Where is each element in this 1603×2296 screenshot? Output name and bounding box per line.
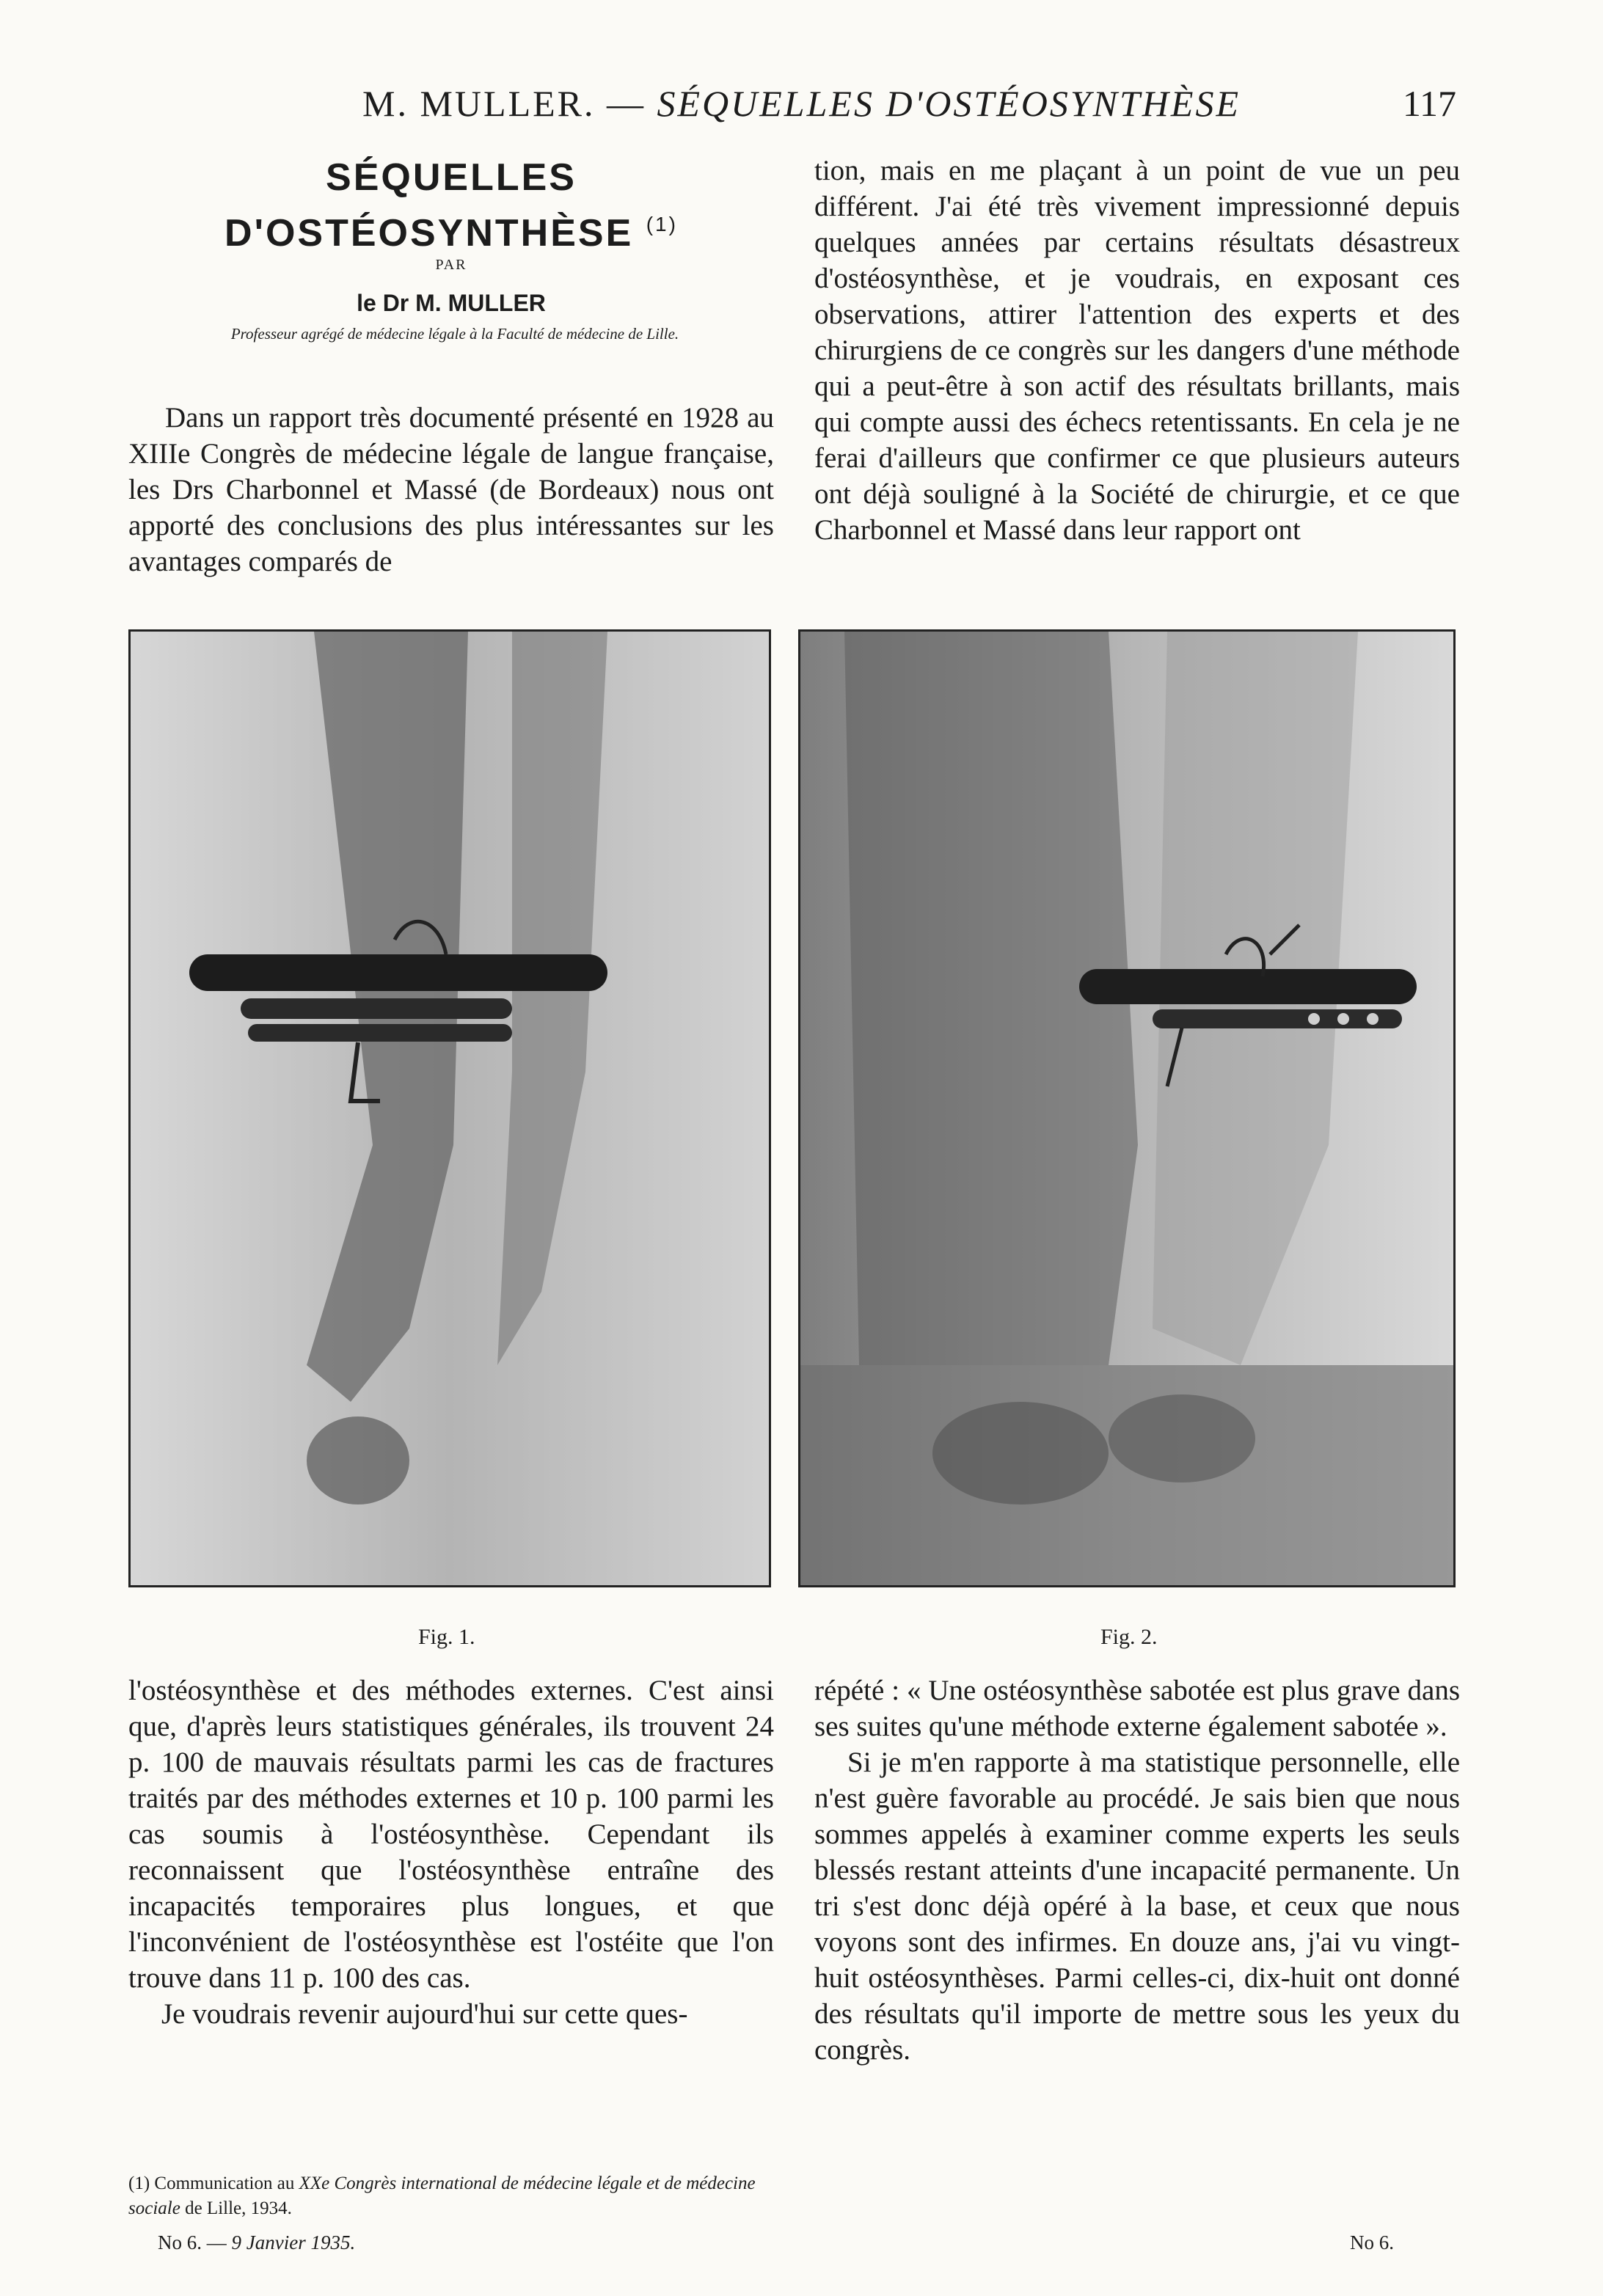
author-byline: le Dr M. MULLER [357,290,546,316]
xray-image-1 [131,632,769,1585]
footnote [128,2171,774,2221]
title-footnote-marker: (1) [646,213,678,235]
article-title-line2: D'OSTÉOSYNTHÈSE [224,212,634,255]
right-top-text: tion, mais en me plaçant à un point de vue un peu différent. J'ai été très vivement impressionné depuis quelques années par certains résultats désastreux d'ostéosynthèse, et je voudrais, en exposant ces observations, attirer l'attention des experts et des chirurgiens de ce congrès sur les dangers d'une méthode qui a peut-être à son actif des résultats brillants, mais qui compte aussi des échecs retentissants. En cela je ne ferai d'ailleurs que confirmer ce que plusieurs auteurs ont déjà souligné à la Société de chirurgie, et ce que Charbonnel et Massé dans leur rapport ont [814,155,1460,546]
right-column-bottom [814,1672,1460,2068]
right-bottom-paragraph-1: répété : « Une ostéosynthèse sabotée est plus grave dans ses suites qu'une méthode externe également sabotée ». [814,1675,1460,1742]
issue-number-left: No 6. — [158,2231,232,2253]
issue-date: 9 Janvier 1935. [231,2231,356,2253]
left-column-bottom [128,1672,774,2032]
author-affiliation: Professeur agrégé de médecine légale à la Faculté de médecine de Lille. [230,325,679,343]
article-title [128,154,774,257]
issue-info-left [158,2231,355,2254]
footnote-rest: de Lille, 1934. [180,2198,292,2218]
figure-1-xray [128,629,771,1587]
figure-2-caption: Fig. 2. [1100,1625,1158,1649]
right-column-top [814,153,1460,548]
page-number: 117 [1402,83,1456,124]
header-running-title: SÉQUELLES D'OSTÉOSYNTHÈSE [657,83,1241,124]
running-header [0,82,1603,125]
footnote-congress: XXe Congrès international de médecine légale et de médecine sociale [128,2173,756,2218]
intro-paragraph [128,400,774,580]
header-author: M. MULLER. [362,83,596,124]
by-label: PAR [435,257,467,273]
left-bottom-paragraph-2: Je voudrais revenir aujourd'hui sur cette ques- [161,1998,688,2030]
footnote-marker: (1) Communication au [128,2173,299,2193]
xray-image-2 [800,632,1453,1585]
article-title-line1: SÉQUELLES [326,156,577,199]
left-bottom-paragraph-1: l'ostéosynthèse et des méthodes externes. C'est ainsi que, d'après leurs statistiques générales, ils trouvent 24 p. 100 de mauvais résultats parmi les cas de fractures traités par des méthodes externes et 10 p. 100 parmi les cas soumis à l'ostéosynthèse. Cependant ils reconnaissent que l'ostéosynthèse entraîne des incapacités temporaires plus longues, et que l'inconvénient de l'ostéosynthèse est l'ostéite que l'on trouve dans 11 p. 100 des cas. [128,1675,774,1994]
header-dash: — [595,83,657,124]
issue-number-right: No 6. [1350,2231,1394,2253]
figure-1-caption: Fig. 1. [418,1625,475,1649]
intro-text: Dans un rapport très documenté présenté en 1928 au XIIIe Congrès de médecine légale de langue française, les Drs Charbonnel et Massé (de Bordeaux) nous ont apporté des conclusions des plus intéressantes sur les avantages comparés de [128,402,774,577]
figure-2-xray [798,629,1456,1587]
right-bottom-paragraph-2: Si je m'en rapporte à ma statistique personnelle, elle n'est guère favorable au procédé. Je sais bien que nous sommes appelés à examiner comme experts les seuls blessés restant atteints d'une incapacité permanente. Un tri s'est donc déjà opéré à la base, et ceux que nous voyons sont des infirmes. En douze ans, j'ai vu vingt-huit ostéosynthèses. Parmi celles-ci, dix-huit ont donné des résultats qu'il importe de mettre sous les yeux du congrès. [814,1747,1460,2066]
